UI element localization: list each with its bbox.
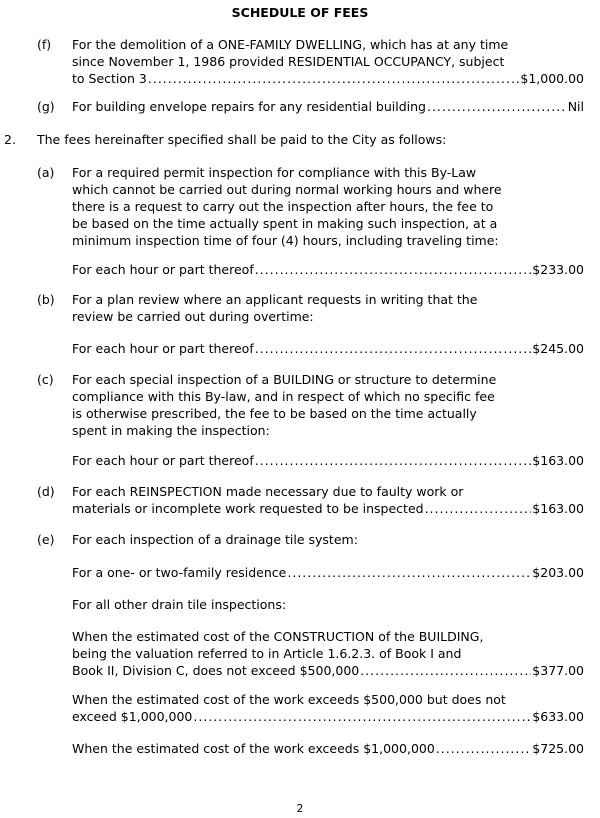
fee-amount: $1,000.00: [520, 71, 584, 86]
item-2d: [0, 483, 600, 517]
item-f: [0, 36, 600, 87]
fee-amount: $163.00: [532, 501, 584, 516]
item-2a: [0, 164, 600, 284]
fee-line: [72, 70, 584, 87]
fee-description: exceed $1,000,000: [72, 709, 193, 724]
item-text: [72, 371, 584, 439]
dot-leader: [255, 452, 532, 469]
fee-line: [72, 98, 584, 115]
item-marker: (e): [37, 532, 55, 547]
text-line: which cannot be carried out during normal working hours and where: [72, 182, 502, 197]
item-text: [72, 36, 584, 87]
text-line: When the estimated cost of the CONSTRUCTION of the BUILDING,: [72, 629, 484, 644]
subheading: For all other drain tile inspections:: [72, 597, 287, 612]
fee-description: For building envelope repairs for any residential building: [72, 99, 426, 114]
fee-description: Book II, Division C, does not exceed $500,000: [72, 663, 360, 678]
fee-description: For each hour or part thereof: [72, 341, 254, 356]
fee-amount: $233.00: [532, 262, 584, 277]
fee-description: For each hour or part thereof: [72, 453, 254, 468]
dot-leader: [255, 261, 532, 278]
fee-description: For a one- or two-family residence: [72, 565, 287, 580]
fee-amount: $203.00: [532, 565, 584, 580]
section-text: The fees hereinafter specified shall be paid to the City as follows:: [37, 132, 447, 147]
text-line: compliance with this By-law, and in respect of which no specific fee: [72, 389, 495, 404]
item-2c: [0, 371, 600, 471]
fee-line: [72, 500, 584, 517]
page-title: SCHEDULE OF FEES: [231, 5, 369, 20]
section-number: 2.: [4, 132, 16, 147]
text-line: since November 1, 1986 provided RESIDENTIAL OCCUPANCY, subject: [72, 54, 505, 69]
text-line: For a required permit inspection for compliance with this By-Law: [72, 165, 477, 180]
fee-amount: $377.00: [532, 663, 584, 678]
fee-description: to Section 3: [72, 71, 147, 86]
fee-description: For each hour or part thereof: [72, 262, 254, 277]
fee-tier-1: [72, 628, 584, 679]
text-line: spent in making the inspection:: [72, 423, 270, 438]
fee-amount: $245.00: [532, 341, 584, 356]
item-text: [72, 483, 584, 517]
fee-amount: $633.00: [532, 709, 584, 724]
text-line: review be carried out during overtime:: [72, 309, 314, 324]
item-text: [72, 291, 584, 325]
dot-leader: [436, 740, 531, 757]
item-text: For each inspection of a drainage tile system:: [72, 532, 358, 547]
item-2b: [0, 291, 600, 361]
text-line: For the demolition of a ONE-FAMILY DWELLING, which has at any time: [72, 37, 509, 52]
text-line: When the estimated cost of the work exceeds $500,000 but does not: [72, 692, 506, 707]
item-marker: (c): [37, 372, 54, 387]
fee-row-residence: [72, 564, 584, 581]
item-text: [72, 98, 584, 115]
fee-description: materials or incomplete work requested to be inspected: [72, 501, 424, 516]
fee-amount: $163.00: [532, 453, 584, 468]
fee-row: [72, 261, 584, 278]
dot-leader: [427, 98, 567, 115]
page-number: 2: [296, 803, 304, 815]
item-g: [0, 98, 600, 115]
fee-line: [72, 740, 584, 757]
item-marker: (d): [37, 484, 55, 499]
item-marker: (b): [37, 292, 55, 307]
fee-tier-2: [72, 691, 584, 725]
fee-description: When the estimated cost of the work exceeds $1,000,000: [72, 741, 435, 756]
text-line: minimum inspection time of four (4) hours, including traveling time:: [72, 233, 499, 248]
dot-leader: [287, 564, 531, 581]
text-line: For each REINSPECTION made necessary due to faulty work or: [72, 484, 464, 499]
fee-line: [72, 452, 584, 469]
dot-leader: [148, 70, 519, 87]
dot-leader: [360, 662, 531, 679]
item-marker: (f): [37, 37, 52, 52]
fee-line: [72, 662, 584, 679]
text-line: For a plan review where an applicant requests in writing that the: [72, 292, 478, 307]
fee-tier-3: [72, 740, 584, 757]
text-line: is otherwise prescribed, the fee to be based on the time actually: [72, 406, 477, 421]
fee-amount: $725.00: [532, 741, 584, 756]
section-2: [0, 131, 600, 148]
fee-line: [72, 261, 584, 278]
text-line: there is a request to carry out the inspection after hours, the fee to: [72, 199, 494, 214]
fee-amount: Nil: [567, 99, 584, 114]
dot-leader: [425, 500, 532, 517]
item-marker: (a): [37, 165, 55, 180]
text-line: For each special inspection of a BUILDING or structure to determine: [72, 372, 497, 387]
text-line: be based on the time actually spent in making such inspection, at a: [72, 216, 498, 231]
item-text: [72, 164, 584, 249]
item-2e: [0, 531, 600, 761]
fee-row: [72, 452, 584, 469]
fee-line: [72, 564, 584, 581]
text-line: being the valuation referred to in Article 1.6.2.3. of Book I and: [72, 646, 462, 661]
dot-leader: [255, 340, 532, 357]
fee-row: [72, 340, 584, 357]
item-marker: (g): [37, 99, 55, 114]
dot-leader: [193, 708, 531, 725]
fee-line: [72, 708, 584, 725]
fee-line: [72, 340, 584, 357]
